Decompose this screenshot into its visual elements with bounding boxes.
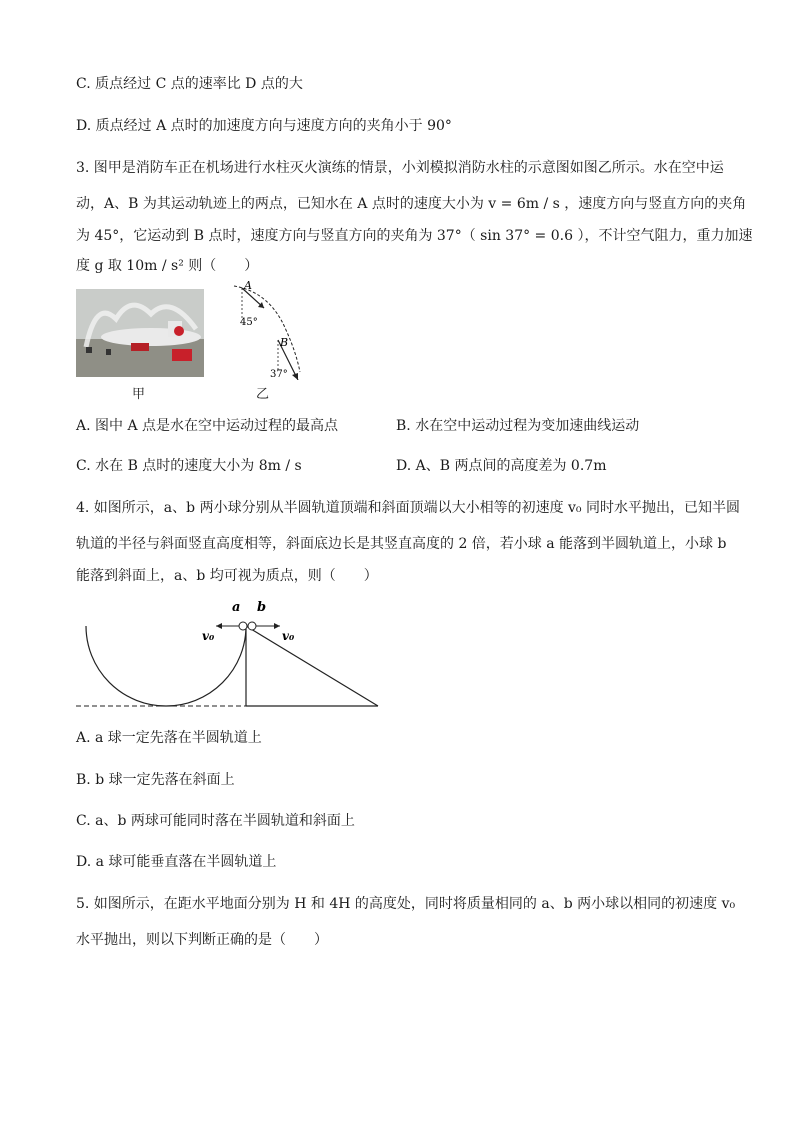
caption-yi: 乙 [256, 387, 270, 402]
q4-stem-line-3: 能落到斜面上，a、b 均可视为质点，则（ ） [76, 568, 378, 584]
q4-stem-line-2: 轨道的半径与斜面竖直高度相等，斜面底边长是其竖直高度的 2 倍，若小球 a 能落到半圆轨道上，小球 b [76, 536, 727, 552]
caption-jia: 甲 [132, 387, 146, 402]
q3-option-d: D. A、B 两点间的高度差为 0.7m [396, 458, 607, 474]
q4-option-a: A. a 球一定先落在半圆轨道上 [76, 730, 262, 746]
fire-truck-photo [76, 289, 204, 377]
q4-option-c: C. a、b 两球可能同时落在半圆轨道和斜面上 [76, 813, 355, 829]
water-trajectory-diagram [220, 280, 330, 380]
label-point-a: A [244, 280, 252, 292]
q4-stem-line-1: 4. 如图所示，a、b 两小球分别从半圆轨道顶端和斜面顶端以大小相等的初速度 v₀ 同时水平抛出，已知半圆 [76, 500, 740, 516]
angle-45: 45° [240, 317, 258, 328]
label-point-b: B [280, 336, 289, 349]
q4-option-d: D. a 球可能垂直落在半圆轨道上 [76, 854, 277, 870]
label-v0-right: v₀ [282, 629, 295, 643]
q3-stem-line-2: 动，A、B 为其运动轨迹上的两点，已知水在 A 点时的速度大小为 v = 6m / s ，速度方向与竖直方向的夹角 [76, 196, 747, 212]
q3-stem-line-3: 为 45°，它运动到 B 点时，速度方向与竖直方向的夹角为 37°（ sin 37° = 0.6 ），不计空气阻力，重力加速 [76, 228, 753, 244]
q3-stem-line-4: 度 g 取 10m / s² 则（ ） [76, 258, 259, 274]
q3-option-a: A. 图中 A 点是水在空中运动过程的最高点 [76, 418, 339, 434]
q3-stem-line-1: 3. 图甲是消防车正在机场进行水柱灭火演练的情景，小刘模拟消防水柱的示意图如图乙所示。水在空中运 [76, 160, 724, 176]
angle-37: 37° [270, 369, 288, 380]
q5-stem-line-1: 5. 如图所示，在距水平地面分别为 H 和 4H 的高度处，同时将质量相同的 a、b 两小球以相同的初速度 v₀ [76, 896, 736, 912]
label-ball-b: b [257, 600, 267, 615]
q4-option-b: B. b 球一定先落在斜面上 [76, 772, 235, 788]
q2-option-c: C. 质点经过 C 点的速率比 D 点的大 [76, 76, 303, 92]
q2-option-d: D. 质点经过 A 点时的加速度方向与速度方向的夹角小于 90° [76, 118, 452, 134]
q5-stem-line-2: 水平抛出，则以下判断正确的是（ ） [76, 932, 328, 948]
q3-option-c: C. 水在 B 点时的速度大小为 8m / s [76, 458, 302, 474]
label-v0-left: v₀ [202, 629, 215, 643]
semicircle-incline-diagram [76, 596, 386, 711]
q3-option-b: B. 水在空中运动过程为变加速曲线运动 [396, 418, 640, 434]
label-ball-a: a [232, 600, 241, 615]
